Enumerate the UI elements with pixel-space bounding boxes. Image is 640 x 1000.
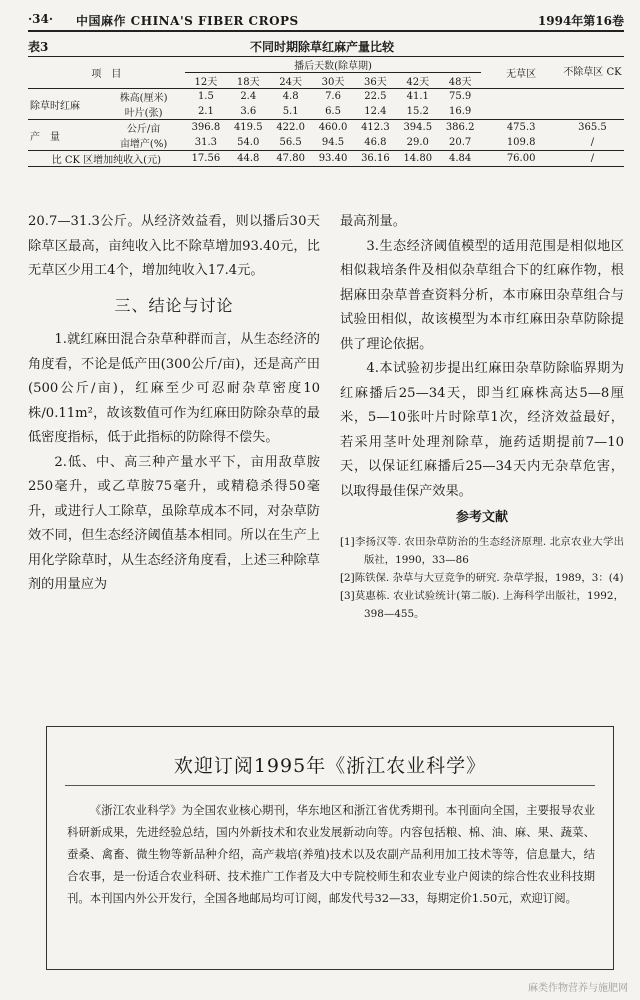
table-cell: 46.8: [364, 137, 387, 148]
table-cell: 412.3: [354, 120, 396, 136]
row-label: 比 CK 区增加纯收入(元): [28, 151, 185, 167]
table-cell: 14.80: [397, 151, 439, 167]
table-cell: /: [561, 151, 624, 167]
issue-info: 1994年第16卷: [537, 14, 624, 28]
table-cell: 94.5: [321, 137, 345, 148]
paragraph: 1.就红麻田混合杂草种群而言，从生态经济的角度看，不论是低产田(300公斤/亩)，还是高产田(500公斤/亩)，红麻至少可忍耐杂草密度10株/0.11m²，故该数值可作为红麻田防除杂草的最低密度指标，低于此指标的防除得不偿失。: [28, 332, 320, 445]
table-cell: 386.2: [439, 120, 481, 136]
paragraph: 最高剂量。: [340, 214, 406, 229]
table-cell: 56.5: [279, 137, 302, 148]
row-label: 亩增产(%): [119, 139, 168, 150]
ad-title: 欢迎订阅1995年《浙江农业科学》: [173, 755, 487, 777]
header-days-group: 播后天数(除草期): [185, 57, 482, 73]
table-cell: 75.9: [439, 89, 481, 105]
table-cell: 422.0: [269, 120, 311, 136]
table-row: [28, 89, 624, 105]
table-cell: 16.9: [449, 106, 472, 117]
header-day: 24天: [279, 77, 302, 88]
table-cell: 109.8: [506, 137, 536, 148]
reference-item: [2]陈铁保. 杂草与大豆竞争的研究. 杂草学报，1989，3：(4): [340, 571, 624, 584]
table-cell: 5.1: [282, 106, 299, 117]
table-cell: 460.0: [312, 120, 354, 136]
table-cell: 47.80: [269, 151, 311, 167]
table-cell: 36.16: [354, 151, 396, 167]
table-cell: 394.5: [397, 120, 439, 136]
table-cell: 4.84: [439, 151, 481, 167]
subscription-ad: [46, 726, 614, 970]
table-cell: /: [590, 137, 595, 148]
references-heading: 参考文献: [455, 510, 508, 525]
table-cell: 54.0: [237, 137, 260, 148]
table-cell: 2.1: [197, 106, 214, 117]
header-day: 42天: [406, 77, 430, 88]
table-cell: 3.6: [240, 106, 257, 117]
table-cell: [561, 104, 624, 120]
table-cell: 22.5: [354, 89, 396, 105]
row-label: 叶片(张): [124, 108, 163, 119]
row-label: 株高(厘米): [103, 89, 185, 105]
right-column: [340, 210, 624, 623]
table-cell: 396.8: [185, 120, 227, 136]
table-cell: 365.5: [561, 120, 624, 136]
table-cell: 20.7: [449, 137, 472, 148]
header-day: 30天: [321, 77, 345, 88]
group-label: 产 量: [28, 120, 103, 151]
header-rule: [28, 30, 624, 32]
reference-item: [3]莫惠栋. 农业试验统计(第二版). 上海科学出版社，1992，398—455。: [340, 589, 624, 620]
paragraph: 4.本试验初步提出红麻田杂草防除临界期为红麻播后25—34天，即当红麻株高达5—8厘米，5—10张叶片时除草1次，经济效益最好，若采用茎叶处理剂除草，施药适期提前7—10天，以保证红麻播后25—34天内无杂草危害，以取得最佳保产效果。: [340, 361, 624, 499]
running-header: [28, 10, 624, 30]
paragraph: 20.7—31.3公斤。从经济效益看，则以播后30天除草区最高，亩纯收入比不除草增加93.40元，比无草区少用工4个，增加纯收入17.4元。: [28, 214, 320, 278]
header-no-weed: 无草区: [481, 57, 561, 89]
table-cell: 2.4: [227, 89, 269, 105]
table-cell: 17.56: [185, 151, 227, 167]
left-column: [28, 210, 320, 598]
table-cell: 76.00: [481, 151, 561, 167]
page-number: ·34·: [28, 12, 54, 26]
table-row: [28, 104, 624, 120]
table-cell: 4.8: [269, 89, 311, 105]
table-cell: 31.3: [194, 137, 218, 148]
yield-table: [28, 56, 624, 167]
group-label: 除草时红麻: [28, 89, 103, 120]
header-day: 36天: [364, 77, 387, 88]
header-day: 48天: [448, 77, 472, 88]
paragraph: 3.生态经济阈值模型的适用范围是相似地区相似栽培条件及相似杂草组合下的红麻作物，根据麻田杂草普查资料分析，本市麻田杂草组合与试验田相似，故该模型为本市红麻田杂草防除提供了理论依据。: [340, 238, 624, 352]
table-caption: 不同时期除草红麻产量比较: [250, 40, 395, 54]
table-cell: 93.40: [312, 151, 354, 167]
table-cell: 419.5: [227, 120, 269, 136]
table-row: [28, 151, 624, 167]
header-day: 12天: [194, 77, 218, 88]
table-cell: 7.6: [312, 89, 354, 105]
table-label: 表3: [28, 40, 49, 54]
table-cell: [561, 89, 624, 105]
table-cell: 29.0: [406, 137, 429, 148]
row-label: 公斤/亩: [103, 120, 185, 136]
table-cell: [481, 89, 561, 105]
section-heading: 三、结论与讨论: [114, 295, 234, 315]
paragraph: 2.低、中、高三种产量水平下，亩用敌草胺250毫升，或乙草胺75毫升，或精稳杀得50毫升，或进行人工除草，虽除草成本不同，对杂草防效不同，但生态经济阈值基本相同。所以在生产上用化学除草时，从生态经济角度看，上述三种除草剂的用量应为: [28, 454, 320, 592]
table-cell: 6.5: [325, 106, 341, 117]
table-cell: 44.8: [227, 151, 269, 167]
table-cell: [481, 104, 561, 120]
table-cell: 1.5: [185, 89, 227, 105]
journal-name: 中国麻作 CHINA'S FIBER CROPS: [76, 14, 299, 28]
ad-body: 《浙江农业科学》为全国农业核心期刊，华东地区和浙江省优秀期刊。本刊面向全国，主要报导农业科研新成果，先进经验总结，国内外新技术和农业发展新动向等。内容包括粮、棉、油、麻、果、蔬菜、蚕桑、禽畜、微生物等新品种介绍，高产栽培(养殖)技术以及农副产品利用加工技术等等，信息量大，结合农事，是一份适合农业科研、技术推广工作者及大中专院校师生和农业专业户阅读的综合性农业科技期刊。本刊国内外公开发行，全国各地邮局均可订阅，邮发代号32—33，每期定价1.50元，欢迎订阅。: [67, 803, 595, 905]
table-row: [28, 135, 624, 151]
reference-item: [1]李扬汉等. 农田杂草防治的生态经济原理. 北京农业大学出版社，1990，33—86: [340, 535, 624, 566]
watermark: 麻类作物营养与施肥网: [528, 983, 628, 994]
header-item: 项 目: [28, 57, 185, 89]
ad-divider: [65, 785, 595, 786]
table-cell: 12.4: [364, 106, 387, 117]
header-ck: 不除草区 CK: [561, 57, 624, 89]
table-cell: 15.2: [406, 106, 429, 117]
table-cell: 475.3: [481, 120, 561, 136]
table-row: [28, 120, 624, 136]
table-cell: 41.1: [397, 89, 439, 105]
header-day: 18天: [236, 77, 260, 88]
